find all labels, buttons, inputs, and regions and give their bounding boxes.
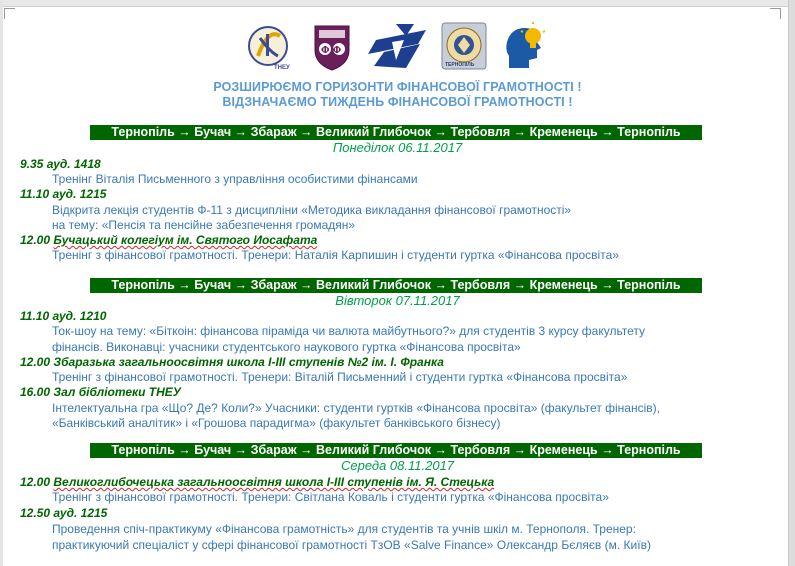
event-place: ауд. 1418 (46, 157, 101, 171)
event-place: Великоглибочецька загальноосвітня школа І-ІІІ ступенів ім. Я. Стецька (53, 475, 495, 489)
day-title: Понеділок 06.11.2017 (332, 140, 463, 155)
faculty-banking-logo (366, 22, 436, 75)
student-scientific-society-logo (441, 22, 487, 75)
event-place: Збаразька загальноосвітня школа І-ІІІ ступенів №2 ім. І. Франка (53, 355, 444, 369)
event-description: Тренінг з фінансової грамотності. Тренери: Наталія Карпишин і студенти гуртка «Фінансова просвіта» (52, 248, 619, 262)
event-description: Тренінг з фінансової грамотності. Тренери: Світлана Коваль і студенти гуртка «Фінансова просвіта» (52, 490, 609, 504)
event-time (20, 157, 101, 171)
route-banner: Тернопіль → Бучач → Збараж → Великий Глибочок → Тербовля → Кременець → Тернопіль (90, 278, 702, 293)
event-place: ауд. 1210 (52, 309, 107, 323)
event-time-value: 16.00 (20, 385, 51, 399)
event-time (20, 309, 106, 323)
event-time (20, 475, 494, 489)
event-time (20, 506, 107, 520)
event-time (20, 385, 181, 399)
event-description: Тренінг Віталія Письменного з управління особистими фінансами (52, 172, 418, 186)
route-banner: Тернопіль → Бучач → Збараж → Великий Глибочок → Тербовля → Кременець → Тернопіль (90, 443, 702, 458)
event-time (20, 187, 106, 201)
event-time-value: 12.00 (20, 233, 51, 247)
idea-head-logo (503, 22, 545, 75)
event-description: Тренінг з фінансової грамотності. Тренери: Віталій Письменний і студенти гуртка «Фінансова просвіта» (52, 370, 628, 384)
event-place: ауд. 1215 (53, 506, 108, 520)
heading-line-1: РОЗШИРЮЄМО ГОРИЗОНТИ ФІНАНСОВОЇ ГРАМОТНОСТІ ! (213, 80, 582, 94)
page-corner-mark-left (4, 8, 15, 19)
event-description: Інтелектуальна гра «Що? Де? Коли?» Учасники: студенти гуртків «Фінансова просвіта» (факультет фінансів), (52, 401, 660, 415)
event-description: Проведення спіч-практикуму «Фінансова грамотність» для студентів та учнів шкіл м. Тернополя. Тренер: (52, 522, 636, 536)
event-description: на тему: «Пенсія та пенсійне забезпечення громадян» (52, 218, 356, 232)
logos-row (0, 22, 795, 74)
event-description: фінансів. Виконавці: учасники студентського наукового гуртка «Фінансова просвіта» (52, 340, 521, 354)
event-time (20, 355, 444, 369)
svg-text:ТЕРНОПІЛЬ: ТЕРНОПІЛЬ (445, 62, 475, 68)
svg-text:ТНЕУ: ТНЕУ (274, 65, 290, 71)
faculty-finance-logo (311, 22, 353, 77)
event-description: практикуючий спеціаліст у сфері фінансової грамотності ТзОВ «Salve Finance» Олександр Бєляєв (м. Київ) (52, 538, 651, 552)
event-time-value: 11.10 (20, 309, 50, 323)
day-title: Вівторок 07.11.2017 (335, 293, 460, 308)
event-description: Ток-шоу на тему: «Біткоін: фінансова піраміда чи валюта майбутнього?» для студентів 3 курсу факультету (52, 324, 646, 338)
event-time-value: 12.00 (20, 355, 51, 369)
svg-text:Ф Ф: Ф Ф (321, 46, 342, 56)
window-top-border (0, 0, 795, 7)
event-time (20, 233, 317, 247)
route-banner: Тернопіль → Бучач → Збараж → Великий Глибочок → Тербовля → Кременець → Тернопіль (90, 125, 702, 140)
event-description: Відкрита лекція студентів Ф-11 з дисципліни «Методика викладання фінансової грамотності» (52, 203, 572, 217)
event-time-value: 11.10 (20, 187, 50, 201)
event-time-value: 9.35 (20, 157, 44, 171)
event-place: Бучацький колегіум ім. Святого Иосафата (53, 233, 318, 247)
tneu-logo (246, 22, 290, 77)
event-time-value: 12.50 (20, 506, 51, 520)
heading-line-2: ВІДЗНАЧАЄМО ТИЖДЕНЬ ФІНАНСОВОЇ ГРАМОТНОСТІ ! (222, 95, 573, 109)
event-place: ауд. 1215 (52, 187, 107, 201)
event-description: «Банківський аналітик» і «Грошова парадигма» (факультет банківського бізнесу) (52, 416, 501, 430)
event-place: Зал бібліотеки ТНЕУ (53, 385, 181, 399)
page-corner-mark-right (770, 8, 781, 19)
day-title: Середа 08.11.2017 (340, 458, 455, 473)
event-time-value: 12.00 (20, 475, 51, 489)
